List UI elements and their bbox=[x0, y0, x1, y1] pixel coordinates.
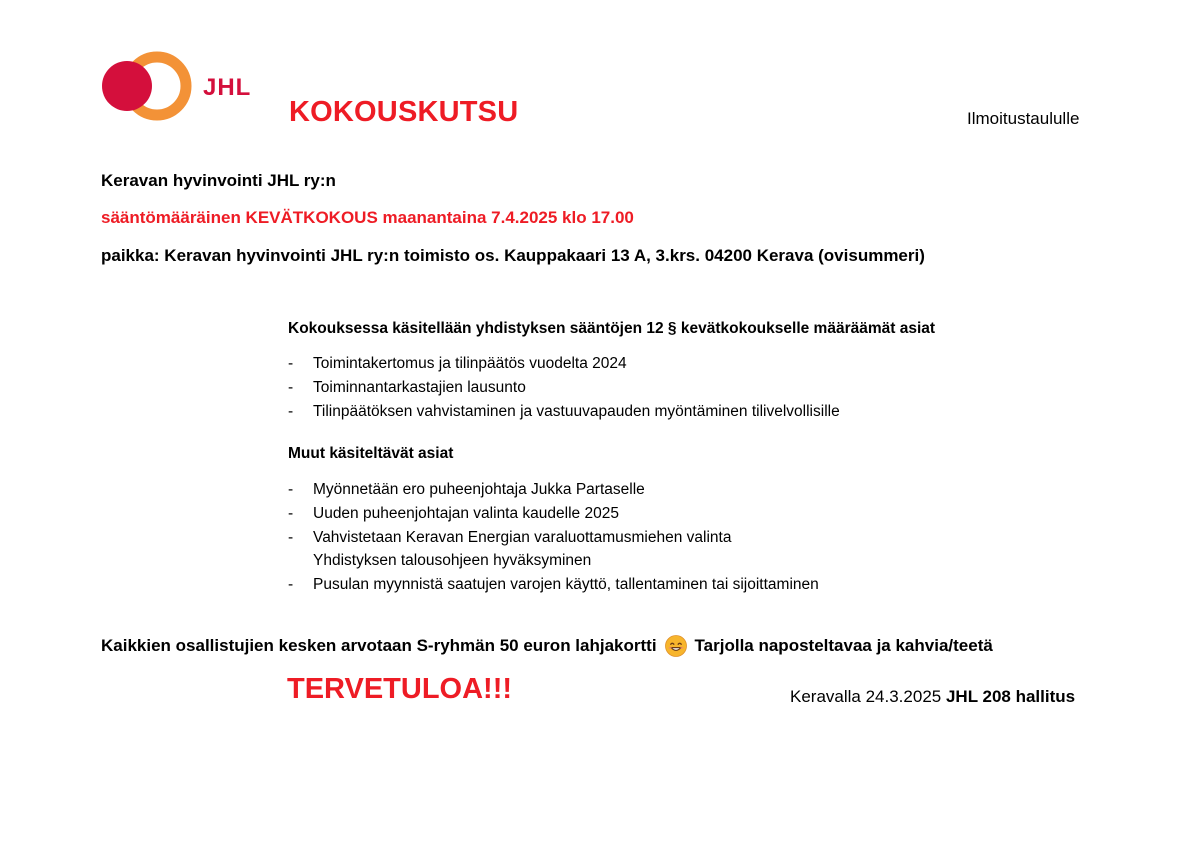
list-dash: - bbox=[288, 528, 294, 546]
list-dash: - bbox=[288, 504, 294, 522]
list-item-text: Toiminnantarkastajien lausunto bbox=[313, 378, 526, 396]
list-item-text: Uuden puheenjohtajan valinta kaudelle 2025 bbox=[313, 504, 619, 522]
other-agenda-list bbox=[288, 478, 819, 597]
welcome-text: TERVETULOA!!! bbox=[287, 673, 513, 705]
list-dash: - bbox=[288, 402, 294, 420]
place-line: paikka: Keravan hyvinvointi JHL ry:n toimisto os. Kauppakaari 13 A, 3.krs. 04200 Kerava (ovisummeri) bbox=[101, 246, 925, 265]
list-item-text: Pusulan myynnistä saatujen varojen käyttö, tallentaminen tai sijoittaminen bbox=[313, 576, 819, 594]
list-item bbox=[288, 478, 819, 502]
list-item bbox=[288, 352, 840, 376]
notice-board-label: Ilmoitustaululle bbox=[967, 109, 1080, 128]
list-item bbox=[288, 502, 819, 526]
raffle-text: Kaikkien osallistujien kesken arvotaan S-ryhmän 50 euron lahjakortti bbox=[101, 636, 657, 655]
smiling-face-icon bbox=[665, 635, 687, 657]
list-item bbox=[288, 549, 819, 573]
signature-board: JHL 208 hallitus bbox=[945, 687, 1076, 706]
list-item-text: Tilinpäätöksen vahvistaminen ja vastuuvapauden myöntäminen tilivelvollisille bbox=[313, 402, 840, 420]
raffle-line bbox=[101, 635, 993, 657]
other-agenda-heading: Muut käsiteltävät asiat bbox=[288, 445, 454, 462]
rules-agenda-list bbox=[288, 352, 840, 423]
list-dash: - bbox=[288, 378, 294, 396]
list-item-text: Vahvistetaan Keravan Energian varaluottamusmiehen valinta bbox=[313, 528, 732, 546]
logo-text: JHL bbox=[203, 74, 252, 101]
list-dash: - bbox=[288, 481, 294, 498]
signature bbox=[790, 687, 1075, 707]
list-item bbox=[288, 526, 819, 550]
list-item-text: Yhdistyksen talousohjeen hyväksyminen bbox=[313, 552, 592, 570]
organization-line: Keravan hyvinvointi JHL ry:n bbox=[101, 171, 336, 190]
list-item bbox=[288, 400, 840, 424]
refreshments-text: Tarjolla naposteltavaa ja kahvia/teetä bbox=[694, 636, 993, 655]
page-title: KOKOUSKUTSU bbox=[289, 96, 519, 128]
list-item bbox=[288, 376, 840, 400]
meeting-line: sääntömääräinen KEVÄTKOKOUS maanantaina 7.4.2025 klo 17.00 bbox=[101, 208, 634, 227]
rules-agenda-heading: Kokouksessa käsitellään yhdistyksen sääntöjen 12 § kevätkokoukselle määräämät asiat bbox=[288, 320, 936, 337]
logo-red-disc bbox=[102, 61, 152, 111]
list-item-text: Toimintakertomus ja tilinpäätös vuodelta 2024 bbox=[313, 355, 627, 372]
list-dash: - bbox=[288, 576, 294, 594]
list-item-text: Myönnetään ero puheenjohtaja Jukka Partaselle bbox=[313, 481, 645, 498]
list-item bbox=[288, 573, 819, 597]
signature-place-date: Keravalla 24.3.2025 bbox=[790, 687, 942, 706]
list-dash: - bbox=[288, 355, 294, 372]
jhl-logo bbox=[100, 48, 270, 128]
